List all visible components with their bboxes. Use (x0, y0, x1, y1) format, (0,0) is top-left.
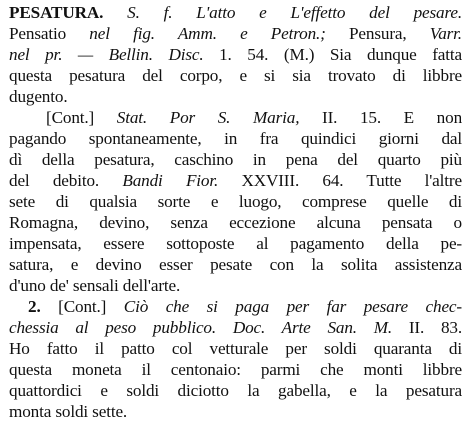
definition: Ciò che si paga per far pesare chec- (123, 297, 462, 316)
latin-note: nel fig. Amm. e Petron.; (89, 24, 326, 43)
entry-line-6 (46, 108, 462, 128)
citation-volume: II. (408, 318, 425, 337)
entry-line-8: dì della pesatura, caschino in pena del quarto più (9, 150, 462, 169)
definition: chessia al peso pubblico. (9, 318, 217, 337)
citation-source: Stat. Por S. Maria, (116, 108, 300, 127)
entry-line-4: questa pesatura del corpo, e si sia trovato di libbre (9, 66, 462, 85)
sense-number: 2. (28, 297, 41, 316)
entry-line-16 (9, 318, 462, 338)
quote-text: 64. Tutte l'altre (322, 171, 462, 190)
citation-source: Doc. Arte San. M. (232, 318, 393, 337)
entry-line-17: Ho fatto il patto col vetturale per soldi quaranta di (9, 339, 462, 358)
citation-number: 83. (440, 318, 463, 337)
entry-line-7: pagando spontaneamente, in fra quindici giorni dal (9, 129, 462, 148)
entry-line-9 (9, 171, 462, 191)
entry-line-14: d'uno de' sensali dell'arte. (9, 276, 181, 295)
grammar-label: S. f. (127, 3, 173, 22)
entry-line-13: satura, e devino esser pesate con la solita assistenza (9, 255, 462, 274)
entry-line-12: impensata, essere sottoposte al pagamento della pe- (9, 234, 462, 253)
citation-source: Bandi Fior. (122, 171, 219, 190)
quote-text: Sia dunque fatta (329, 45, 463, 64)
latin-term: Pensura, (349, 24, 407, 43)
entry-line-1 (9, 3, 462, 23)
quote-text: del debito. (9, 171, 100, 190)
latin-term: Pensatio (9, 24, 67, 43)
entry-line-5: dugento. (9, 87, 68, 106)
citation-mark: (M.) (283, 45, 315, 64)
entry-line-19: quattordici e soldi diciotto la gabella, e la pesatura (9, 381, 462, 400)
citation-volume: II. (322, 108, 338, 127)
entry-line-3 (9, 45, 462, 65)
bracket-label: [Cont.] (58, 297, 107, 316)
entry-line-15 (28, 297, 462, 317)
citation-source: nel pr. — Bellin. Disc. (9, 45, 204, 64)
definition: L'atto e L'effetto del pesare. (196, 3, 462, 22)
entry-line-10: sete di qualsia sorte e luogo, comprese quelle di (9, 192, 462, 211)
citation-number: 1. 54. (219, 45, 269, 64)
entry-line-18: questa moneta il centonaio: parmi che monti libbre (9, 360, 462, 379)
headword: PESATURA. (9, 3, 104, 22)
bracket-label: [Cont.] (46, 108, 95, 127)
latin-source: Varr. (429, 24, 462, 43)
citation-volume: XXVIII. (241, 171, 300, 190)
entry-line-2 (9, 24, 462, 44)
quote-text: 15. E non (359, 108, 463, 127)
entry-line-20: monta soldi sette. (9, 402, 128, 421)
entry-line-11: Romagna, devino, senza eccezione alcuna pensata o (9, 213, 462, 232)
